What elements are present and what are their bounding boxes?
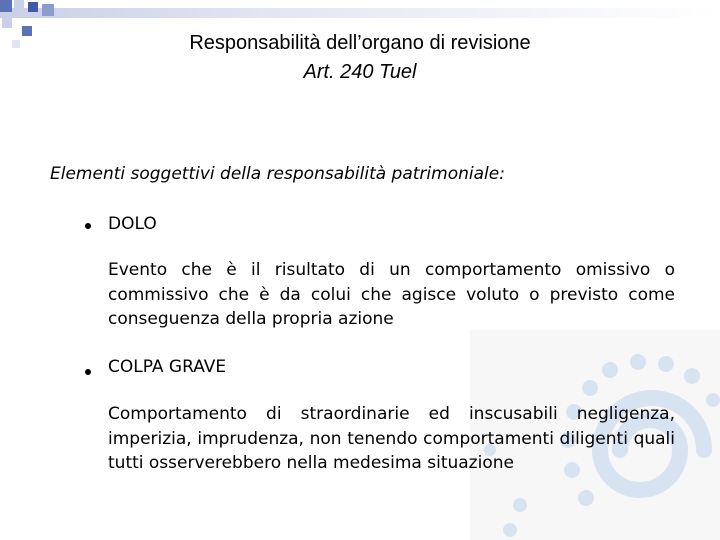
slide-title-text: Responsabilità dell’organo di revisione — [189, 32, 531, 54]
decor-square — [28, 2, 38, 12]
decor-square — [42, 4, 54, 16]
bullet-icon — [85, 223, 91, 229]
bullet-icon — [85, 369, 91, 375]
section-heading: Elementi soggettivi della responsabilità patrimoniale: — [50, 164, 505, 184]
slide-subtitle-article: Art. 240 Tuel — [303, 61, 417, 83]
header-band — [0, 8, 720, 18]
bullet-label-dolo: DOLO — [108, 214, 157, 234]
decor-square — [14, 0, 24, 10]
bullet-label-colpa-grave: COLPA GRAVE — [108, 357, 227, 377]
bullet-description-colpa-grave: Comportamento di straordinarie ed inscusabili negligenza, imperizia, imprudenza, non tenendo comportamenti diligenti quali tutti osserverebbero nella medesima situazione — [108, 404, 675, 473]
slide-title — [0, 30, 720, 56]
decor-square — [2, 18, 12, 28]
decor-square — [0, 0, 12, 12]
bullet-description-dolo: Evento che è il risultato di un comportamento omissivo o commissivo che è da colui che agisce voluto o previsto come conseguenza della propria azione — [108, 260, 675, 329]
